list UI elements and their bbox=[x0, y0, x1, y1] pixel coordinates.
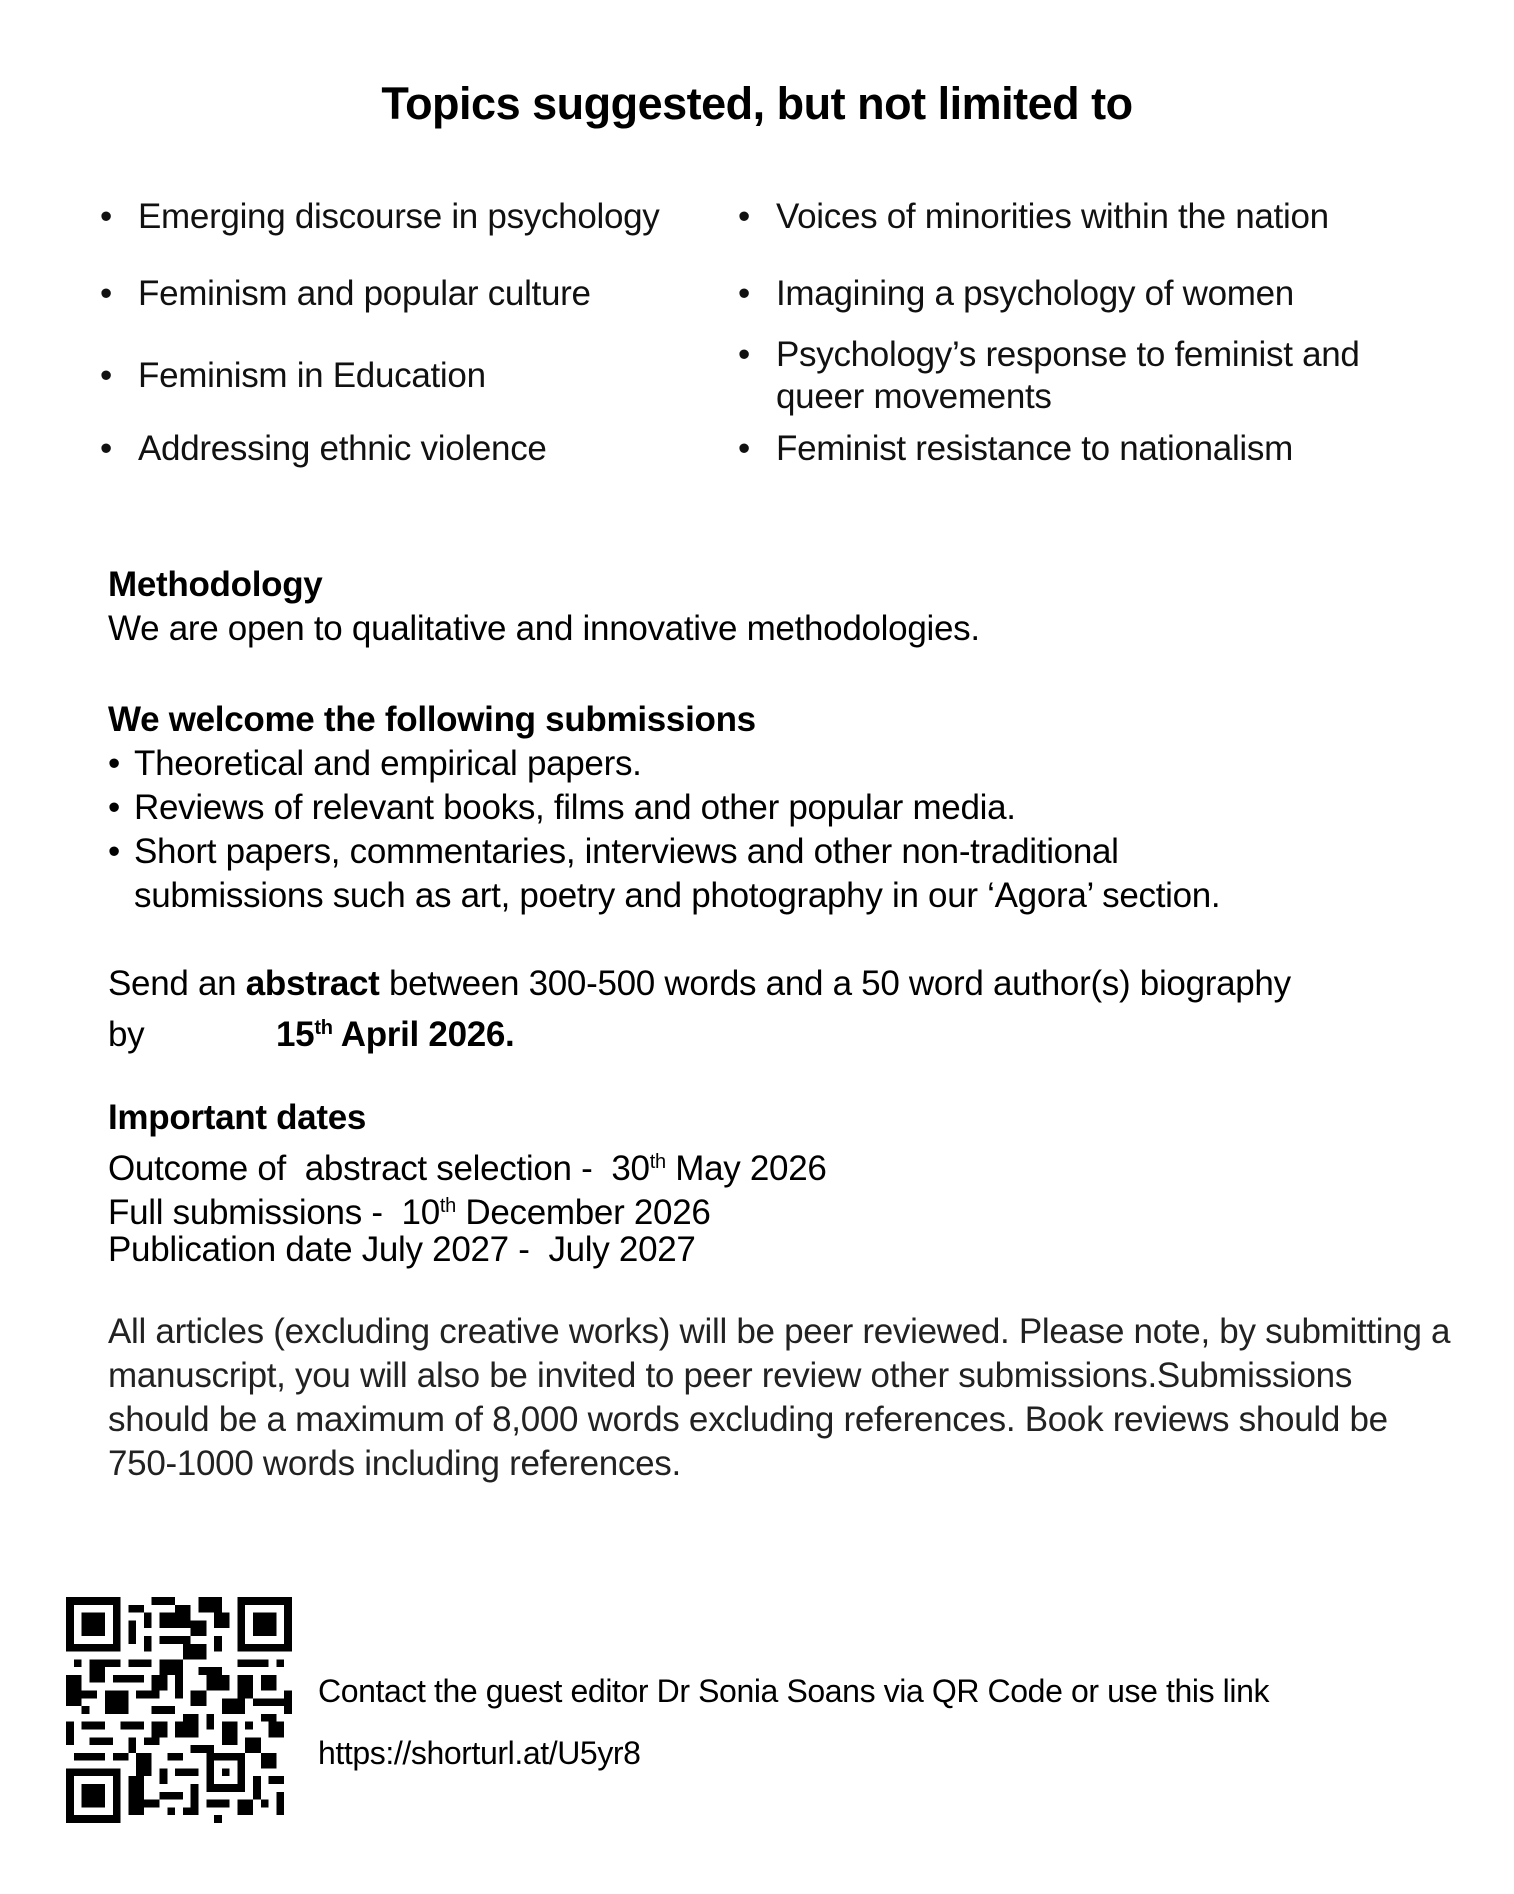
bullet: • bbox=[100, 274, 112, 313]
submission-item: • Theoretical and empirical papers. bbox=[108, 744, 642, 783]
date-full-submission: Full submissions - 10th December 2026 bbox=[108, 1193, 711, 1232]
abstract-line: Send an abstract between 300-500 words and a 50 word author(s) biography bbox=[108, 964, 1291, 1003]
methodology-heading: Methodology bbox=[108, 565, 323, 604]
dates-heading: Important dates bbox=[108, 1098, 367, 1137]
review-note: All articles (excluding creative works) will be peer reviewed. Please note, by submitting a manuscript, you will also be invited to peer review other submissions.Submissions should be a maximum of 8,000 words excluding references. Book reviews should be 750-1000 words including references. bbox=[108, 1312, 1451, 1483]
bullet: • bbox=[100, 197, 112, 236]
bullet: • bbox=[738, 429, 750, 468]
bullet: • bbox=[100, 429, 112, 468]
methodology-text: We are open to qualitative and innovative methodologies. bbox=[108, 609, 980, 648]
submission-item: • Reviews of relevant books, films and other popular media. bbox=[108, 788, 1016, 827]
submission-item: submissions such as art, poetry and photography in our ‘Agora’ section. bbox=[134, 876, 1221, 915]
bullet: • bbox=[738, 197, 750, 236]
bullet: • bbox=[738, 274, 750, 313]
abstract-deadline: by 15th April 2026. bbox=[108, 1015, 515, 1054]
submission-item: • Short papers, commentaries, interviews and other non-traditional bbox=[108, 832, 1119, 871]
page-title: Topics suggested, but not limited to bbox=[381, 78, 1133, 129]
date-outcome: Outcome of abstract selection - 30th May 2026 bbox=[108, 1149, 827, 1188]
contact-text: Contact the guest editor Dr Sonia Soans via QR Code or use this link bbox=[318, 1673, 1270, 1709]
bullet: • bbox=[100, 356, 112, 395]
deadline-date: 15th April 2026. bbox=[276, 1015, 515, 1054]
date-publication: Publication date July 2027 - July 2027 bbox=[108, 1230, 696, 1269]
bullet: • bbox=[738, 335, 750, 374]
qr-code-icon[interactable] bbox=[66, 1597, 292, 1823]
contact-link[interactable]: https://shorturl.at/U5yr8 bbox=[318, 1735, 641, 1771]
submissions-heading: We welcome the following submissions bbox=[108, 700, 756, 739]
